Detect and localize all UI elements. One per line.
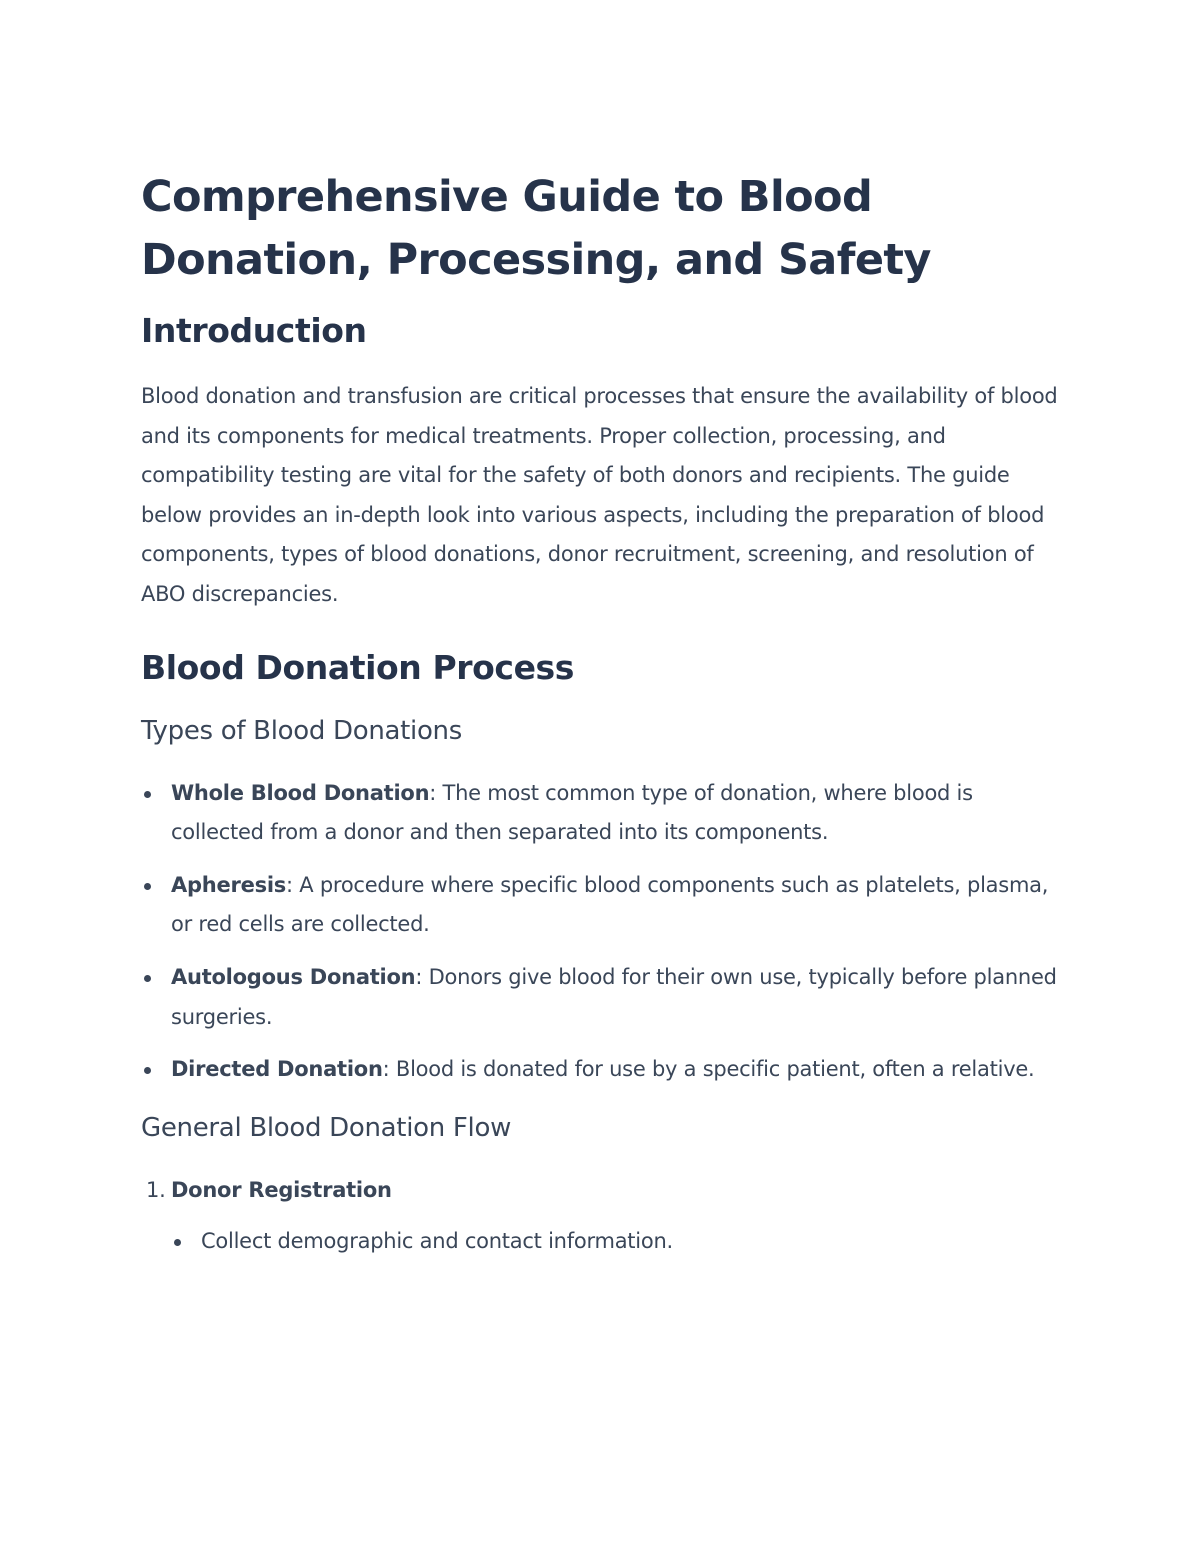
introduction-heading: Introduction [141,311,367,350]
list-item [141,866,1061,945]
step-points [171,1222,1061,1262]
list-item [141,1050,1061,1090]
donation-flow-heading: General Blood Donation Flow [141,1112,512,1143]
donation-types-list [141,774,1061,1090]
list-item-term: Whole Blood Donation [171,780,430,805]
document-page [141,166,1061,1262]
bullet-icon [144,883,151,890]
bullet-icon [174,1239,181,1246]
list-item-text: : The most common type of donation, where blood is collected from a donor and then separated into its components. [171,780,973,845]
bullet-icon [144,1067,151,1074]
bullet-icon [144,975,151,982]
blood-donation-process-heading: Blood Donation Process [141,647,575,687]
flow-step [141,1171,1061,1262]
list-item-text: Collect demographic and contact information. [201,1229,673,1254]
document-title: Comprehensive Guide to Blood Donation, Processing, and Safety [141,172,931,285]
list-item-text: : A procedure where specific blood components such as platelets, plasma, or red cells are collected. [171,872,1049,937]
list-item-text: : Donors give blood for their own use, typically before planned surgeries. [171,964,1057,1029]
list-item-term: Apheresis [171,872,287,897]
introduction-paragraph: Blood donation and transfusion are critical processes that ensure the availability of blood and its components for medical treatments. Proper collection, processing, and compatibility testing are vital for the safety of both donors and recipients. The guide below provides an in-depth look into various aspects, including the preparation of blood components, types of blood donations, donor recruitment, screening, and resolution of ABO discrepancies. [141,384,1058,606]
types-of-donations-heading: Types of Blood Donations [141,715,462,746]
list-item-term: Autologous Donation [171,964,416,989]
list-item-term: Directed Donation [171,1057,383,1082]
list-item [141,958,1061,1037]
list-item [141,774,1061,853]
bullet-icon [144,791,151,798]
step-title: Donor Registration [171,1177,392,1202]
step-number: 1. [146,1177,166,1202]
list-item [171,1222,1061,1262]
donation-flow-steps [141,1171,1061,1262]
list-item-text: : Blood is donated for use by a specific patient, often a relative. [382,1057,1035,1082]
